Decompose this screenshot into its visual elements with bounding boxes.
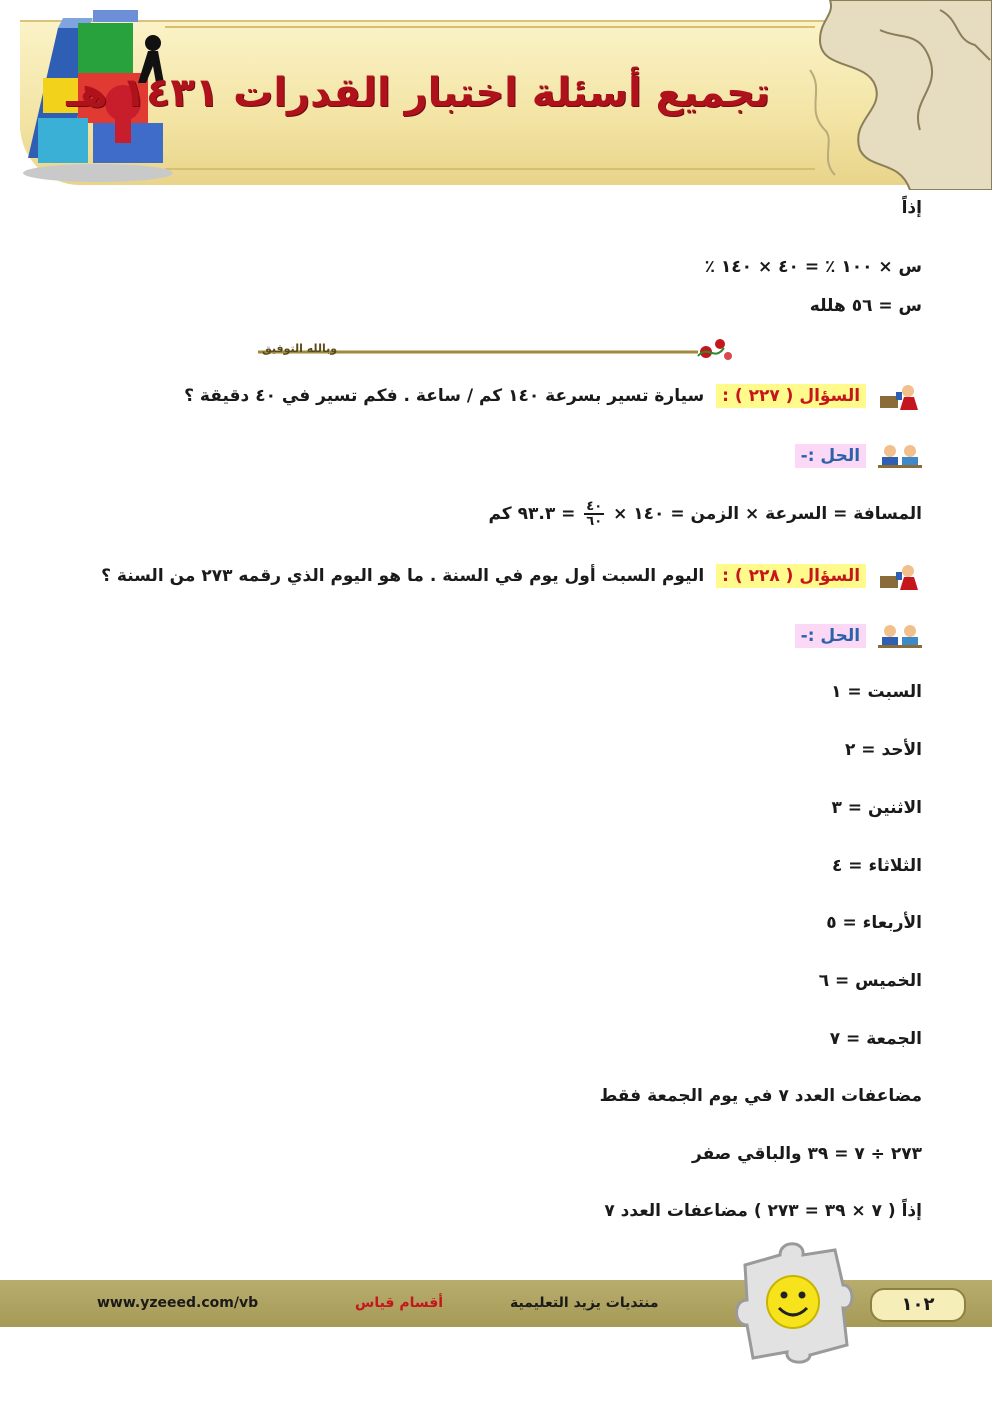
day-line: الثلاثاء = ٤: [832, 856, 922, 876]
puzzle-pieces-icon: [790, 0, 992, 190]
fraction: [584, 500, 604, 528]
day-line: الاثنين = ٣: [831, 798, 922, 818]
question-228: [101, 562, 922, 590]
footer-section: أقسام قياس: [355, 1295, 444, 1311]
day-line: السبت = ١: [831, 682, 922, 702]
solution-228-header: [795, 623, 922, 649]
question-227: [184, 382, 922, 410]
question-227-text: سيارة تسير بسرعة ١٤٠ كم / ساعة . فكم تسير في ٤٠ دقيقة ؟: [184, 386, 705, 406]
fraction-denominator: ٦٠: [586, 514, 603, 529]
day-line: الجمعة = ٧: [829, 1029, 922, 1049]
solution-227-label: الحل :-: [795, 444, 866, 468]
footer-url[interactable]: www.yzeeed.com/vb: [97, 1295, 259, 1311]
day-line: الأربعاء = ٥: [826, 913, 922, 933]
page-title: تجميع أسئلة اختبار القدرات ١٤٣١ هـ: [66, 70, 770, 116]
conclusion-line-1: مضاعفات العدد ٧ في يوم الجمعة فقط: [599, 1086, 922, 1106]
solution-228-label: الحل :-: [795, 624, 866, 648]
day-line: الخميس = ٦: [818, 971, 922, 991]
question-228-text: اليوم السبت أول يوم في السنة . ما هو اليوم الذي رقمه ٢٧٣ من السنة ؟: [101, 566, 705, 586]
day-line: الأحد = ٢: [844, 740, 922, 760]
student-reading-icon: [878, 382, 922, 410]
formula-start: المسافة = السرعة × الزمن = ١٤٠ ×: [613, 504, 922, 524]
formula-end: = ٩٣.٣ كم: [488, 504, 576, 524]
conclusion-line-2: ٢٧٣ ÷ ٧ = ٣٩ والباقي صفر: [692, 1144, 922, 1164]
solution-227-header: [795, 443, 922, 469]
student-reading-icon: [878, 562, 922, 590]
footer-forum: منتديات يزيد التعليمية: [510, 1295, 659, 1311]
students-writing-icon: [878, 623, 922, 649]
page-number: ١٠٢: [870, 1288, 966, 1322]
students-writing-icon: [878, 443, 922, 469]
fraction-numerator: ٤٠: [586, 499, 603, 514]
distance-formula: [488, 500, 922, 528]
text-idhan: إذاً: [901, 198, 922, 218]
page-header: [0, 0, 992, 190]
smiley-puzzle-icon: [725, 1240, 855, 1365]
conclusion-line-3: إذاً ( ٧ × ٣٩ = ٢٧٣ ) مضاعفات العدد ٧: [604, 1201, 922, 1221]
question-228-label: السؤال ( ٢٢٨ ) :: [716, 564, 866, 588]
question-227-label: السؤال ( ٢٢٧ ) :: [716, 384, 866, 408]
equation-line-2: س = ٥٦ هلله: [809, 296, 922, 316]
divider-caption: وبالله التوفيق: [262, 342, 338, 355]
equation-line-1: س × ١٠٠ ٪ = ٤٠ × ١٤٠ ٪: [704, 257, 922, 277]
